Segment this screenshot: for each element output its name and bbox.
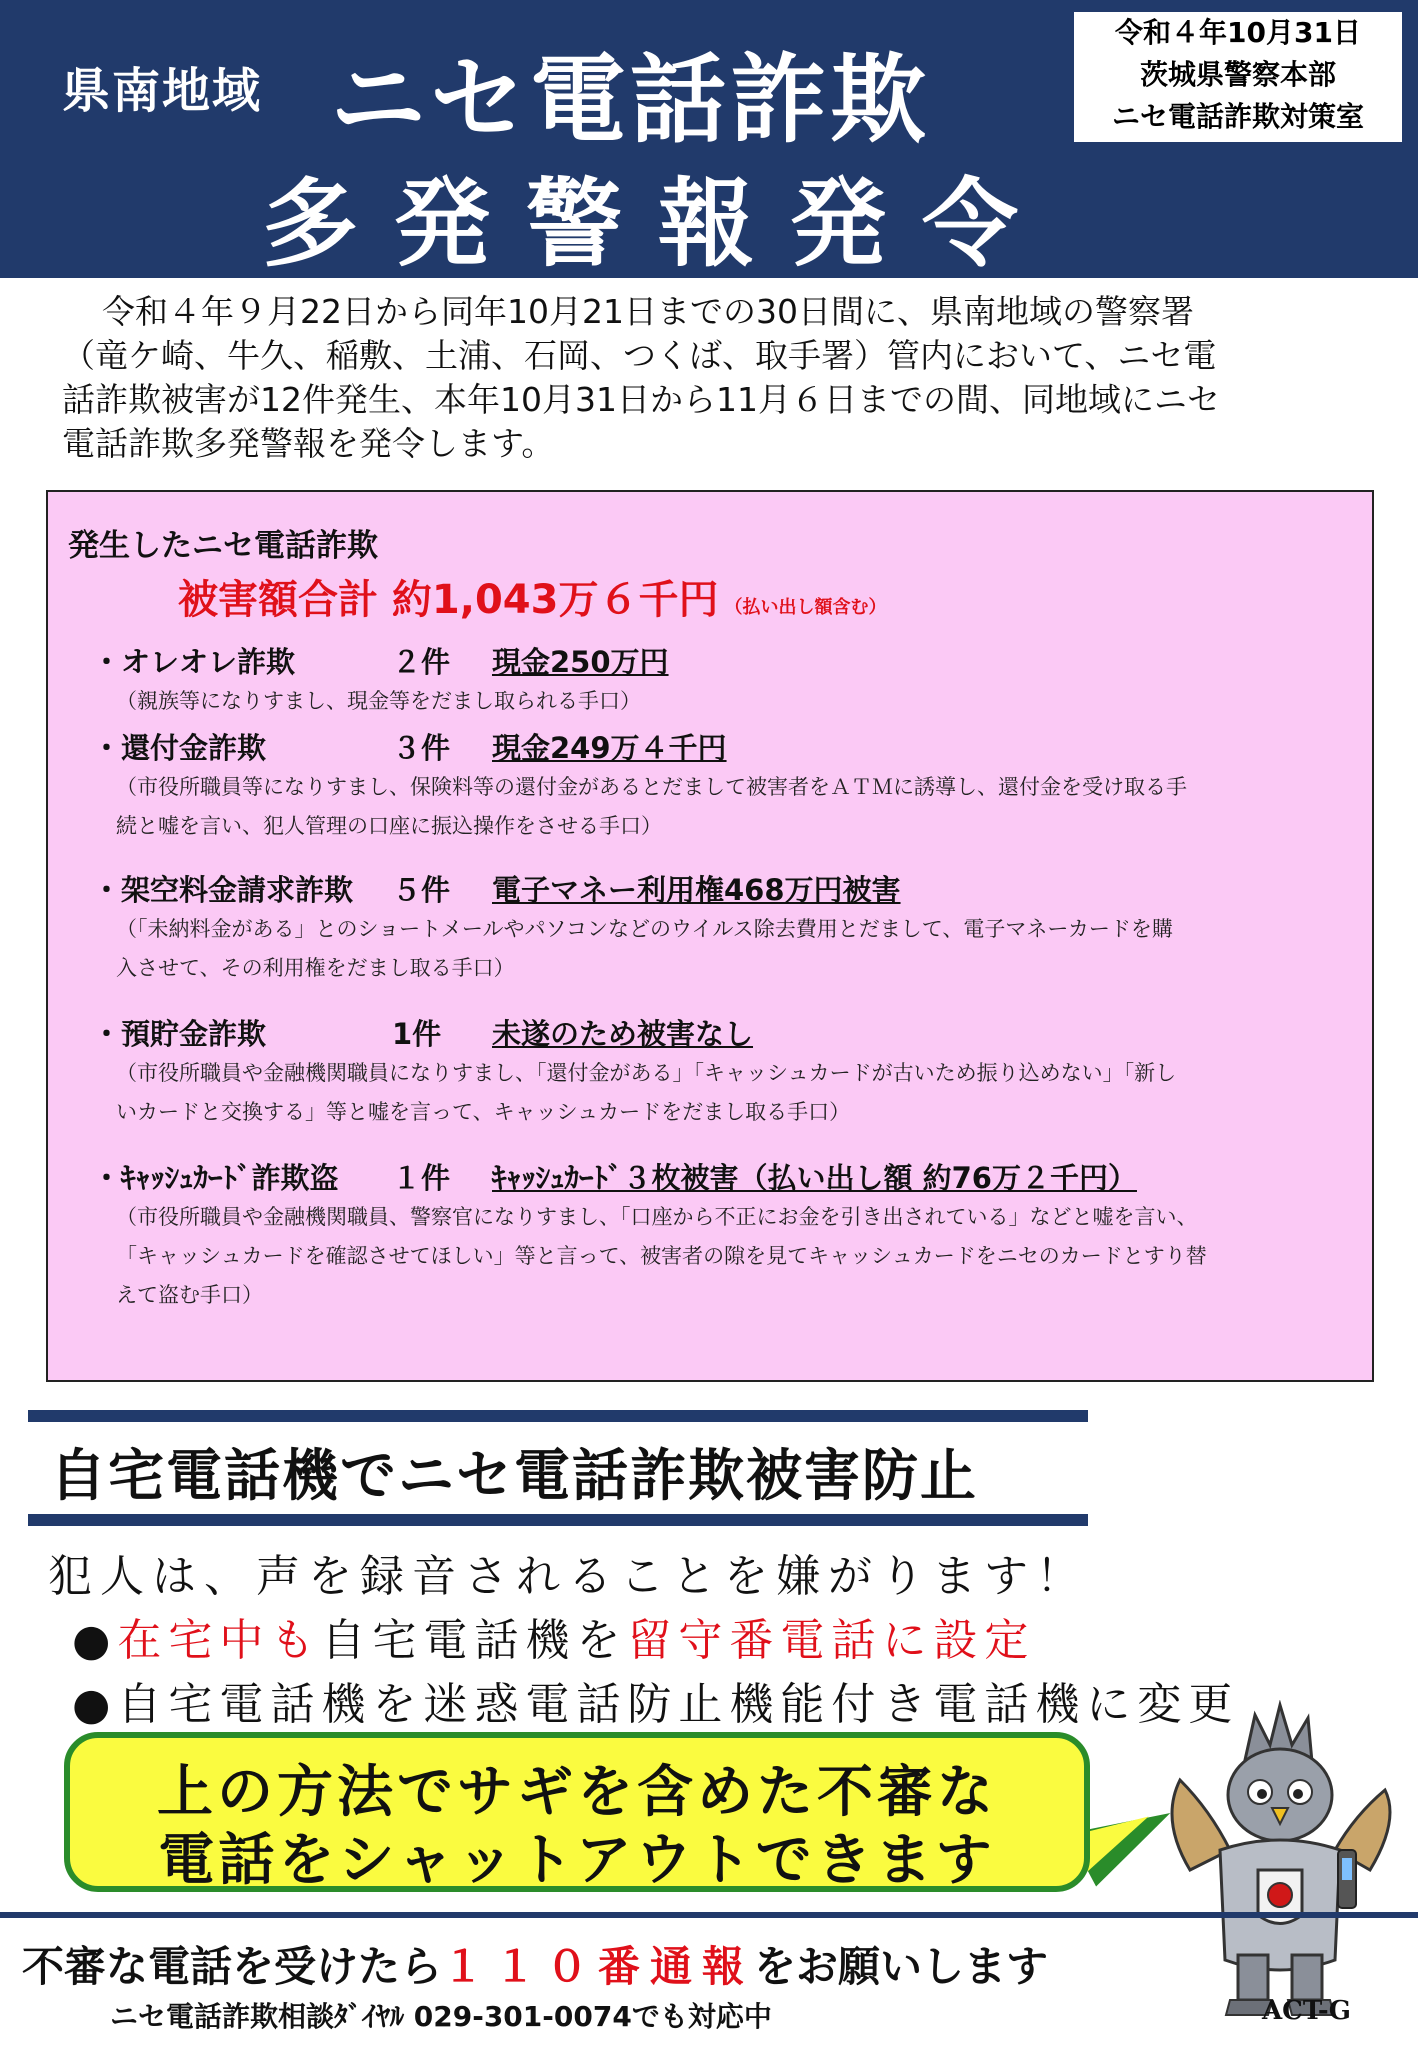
footer-divider: [0, 1912, 1418, 1918]
case-amount: 現金250万円: [492, 645, 669, 679]
case-desc: 入させて、その利用権をだまし取る手口）: [116, 956, 515, 980]
bullet-red-text: 在宅中も: [117, 1615, 322, 1666]
case-savings: [92, 1014, 1352, 1132]
case-desc: （市役所職員等になりすまし、保険料等の還付金があるとだまして被害者をＡＴＭに誘導し、還付金を受け取る手: [116, 775, 1187, 799]
callout-box: [64, 1732, 1090, 1892]
case-desc: （市役所職員や金融機関職員になりすまし、「還付金がある」「キャッシュカードが古いため振り込めない」「新し: [116, 1061, 1177, 1085]
footer-110-text: １１０番通報: [442, 1942, 755, 1991]
damage-total-note: （払い出し額含む）: [724, 597, 887, 618]
prevention-lead: 犯人は、声を録音されることを嫌がります！: [48, 1551, 1088, 1602]
divider-bottom: [28, 1514, 1088, 1526]
intro-text: [62, 290, 1362, 466]
intro-line: 令和４年９月22日から同年10月21日までの30日間に、県南地域の警察署: [102, 292, 1194, 331]
callout-line-1: 上の方法でサギを含めた不審な: [157, 1760, 997, 1825]
case-cashcard-theft: [92, 1158, 1352, 1315]
case-desc: （「未納料金がある」とのショートメールやパソコンなどのウイルス除去費用とだまして、電子マネーカードを購: [116, 917, 1173, 941]
intro-line: 話詐欺被害が12件発生、本年10月31日から11月６日までの間、同地域にニセ: [62, 380, 1220, 419]
prevention-title: 自宅電話機でニセ電話詐欺被害防止: [50, 1444, 978, 1509]
case-amount: ｷｬｯｼｭｶｰﾄﾞ３枚被害（払い出し額 約76万２千円）: [492, 1161, 1137, 1195]
damage-total: [178, 568, 886, 625]
issuer-office: ニセ電話詐欺対策室: [1111, 100, 1364, 133]
case-refund: [92, 728, 1352, 846]
region-label: 県南地域: [62, 63, 263, 119]
divider-top: [28, 1410, 1088, 1422]
case-count: ５件: [392, 873, 451, 907]
case-desc: 続と嘘を言い、犯人管理の口座に振込操作をさせる手口）: [116, 814, 662, 838]
intro-line: 電話詐欺多発警報を発令します。: [62, 424, 555, 463]
footer-call-110: [22, 1934, 1048, 1994]
title-line-2: 多発警報発令: [262, 168, 1054, 280]
case-desc: 「キャッシュカードを確認させてほしい」等と言って、被害者の隙を見てキャッシュカードをニセのカードとすり替: [116, 1244, 1207, 1268]
case-name: ・オレオレ詐欺: [92, 645, 296, 679]
mascot-label: ACT-G: [1262, 1996, 1351, 2026]
case-amount: 電子マネー利用権468万円被害: [492, 873, 901, 907]
case-count: 1件: [392, 1017, 442, 1051]
title-line-1: ニセ電話詐欺: [330, 44, 930, 156]
damage-heading: 発生したニセ電話詐欺: [68, 528, 378, 564]
damage-total-amount: 被害額合計 約1,043万６千円: [178, 577, 719, 623]
case-desc: いカードと交換する」等と嘘を言って、キャッシュカードをだまし取る手口）: [116, 1100, 851, 1124]
callout-line-2: 電話をシャットアウトできます: [158, 1828, 996, 1893]
bullet-mark: ●: [72, 1615, 118, 1666]
prevention-bullet-2: ●自宅電話機を迷惑電話防止機能付き電話機に変更: [72, 1679, 1240, 1730]
case-name: ・還付金詐欺: [92, 731, 267, 765]
case-fictitious-billing: [92, 870, 1352, 988]
case-count: ２件: [392, 645, 451, 679]
footer-text: 不審な電話を受けたら: [22, 1942, 443, 1991]
case-name: ・ｷｬｯｼｭｶｰﾄﾞ詐欺盗: [92, 1161, 339, 1195]
issue-date: 令和４年10月31日: [1115, 16, 1361, 49]
footer-text: をお願いします: [754, 1942, 1049, 1991]
prevention-bullet-1: [72, 1604, 1035, 1668]
case-desc: （親族等になりすまし、現金等をだまし取られる手口）: [116, 689, 641, 713]
issuer-box: [1074, 12, 1402, 142]
bullet-text: 自宅電話機を: [321, 1615, 628, 1666]
case-name: ・預貯金詐欺: [92, 1017, 267, 1051]
header-banner: [0, 0, 1418, 278]
intro-line: （竜ケ崎、牛久、稲敷、土浦、石岡、つくば、取手署）管内において、ニセ電: [62, 336, 1217, 375]
case-amount: 未遂のため被害なし: [492, 1017, 754, 1051]
case-amount: 現金249万４千円: [492, 731, 727, 765]
bullet-red-text: 留守番電話に設定: [627, 1615, 1036, 1666]
case-count: １件: [392, 1161, 451, 1195]
case-desc: （市役所職員や金融機関職員、警察官になりすまし、「口座から不正にお金を引き出されている」などと嘘を言い、: [116, 1205, 1198, 1229]
issuer-org: 茨城県警察本部: [1139, 58, 1336, 91]
case-desc: えて盗む手口）: [116, 1283, 263, 1307]
case-name: ・架空料金請求詐欺: [92, 873, 354, 907]
case-oreore: [92, 642, 1352, 721]
footer-hotline: ニセ電話詐欺相談ﾀﾞｲﾔﾙ 029-301-0074でも対応中: [110, 2000, 772, 2033]
case-count: ３件: [392, 731, 451, 765]
mascot-illustration: [1160, 1700, 1400, 2030]
damage-summary-box: [46, 490, 1374, 1382]
